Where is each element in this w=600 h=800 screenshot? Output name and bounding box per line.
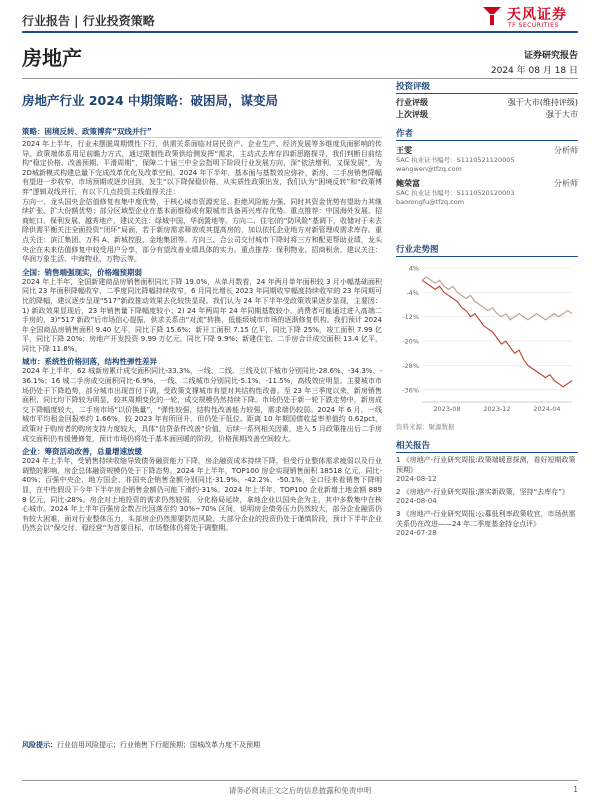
analyst-name-row <box>396 178 578 189</box>
chart-box <box>396 243 578 431</box>
y-tick-label: -12% <box>402 313 419 322</box>
paragraph: 方向一、龙头国央企估值修复有集中度优势，于核心城市资源充足、拒绝风险能力强、同时其资金优势有望助力其继续扩张、扩大份额优势；部分区域型企业在基本面维稳或有限城市具备再兴库存优势。重点推荐：中国海外发展、招商蛇口、保利发展、越秀地产，建议关注：绿城中国、华润置地等。方向二、住宅(的“防风险”基调下，收储对于未去除供需平衡关注全面投资“闭环”局面，若于新房需求释放或其提高房的，加以依托企业地方对新管理或需求库存。重点关注：滨江集团、万科 A、新城控股、金地集团等。方向三、合公司交付城市下降时将三方和配更帮助业绩，龙头央企在未来估值修复中较受用户分享，部分有望改善业绩具体的实力。重点推荐：保利物业、招商积余，建议关注：华润万象生活、中海物业、万物云等。 <box>22 197 382 264</box>
y-tick-label: 4% <box>408 264 419 273</box>
section-heading: 策略：困境反转、政策博弈“双线并行” <box>22 126 382 138</box>
risk-note <box>22 741 382 751</box>
header-tag: 行业报告 | 行业投资策略 <box>22 14 155 28</box>
related-title[interactable]: 3 《房地产-行业研究周报:公募低利率政策收官，市场供需关系仍在改进——24 年二季度基金持仓点评》 <box>396 509 576 528</box>
section-national <box>22 267 382 355</box>
related-date: 2024-07-28 <box>396 529 437 538</box>
paragraph: 2024 年上半年，行业未摆脱周期惯性下行，供需关系面临对居民资产、企业生产、经济发展等多维度负面影响的传导。政策端体系用足前瞻力方式，通过限制性政策供给侧发挥“需求，主动式去库存四新思路探寻，我们判断目前结构“稳定价格、改善预期、平滑周期”，保障二十届三中全会指明下阶段行业发展方向，深“依法增利、又保发展”，为2D城新模式构建总量下完成改革优化及改革空间。2024 年下半年，基本面与基数效应弥补，新房、二手房销售降幅有望进一步收窄，市场预期或逐步回到，发生“以下降保稳价格，从实质性政策出发，我们认为“困境反转”和“政策博弈”逻辑双线并行，有以下几点投资主线值得关注： <box>22 140 382 196</box>
analyst-email[interactable]: baorongfu@tfzq.com <box>396 198 465 206</box>
y-tick-label: -28% <box>402 361 419 370</box>
section-strategy <box>22 126 382 265</box>
sub-rule <box>22 78 578 79</box>
logo <box>480 3 580 31</box>
report-date: 2024 年 08 月 18 日 <box>490 66 578 76</box>
analyst-email[interactable]: wangwen@tfzq.com <box>396 165 462 173</box>
rating-row <box>396 97 578 109</box>
related-date: 2024-08-04 <box>396 497 437 506</box>
main-body <box>22 124 382 534</box>
analysts-heading: 作者 <box>396 127 578 141</box>
analyst <box>396 178 578 207</box>
chart-heading: 行业走势图 <box>396 243 578 257</box>
report-title: 房地产行业 2024 中期策略：破困局，谋变局 <box>22 93 278 108</box>
related-date: 2024-08-12 <box>396 475 437 484</box>
sector-name: 房地产 <box>22 46 82 70</box>
sidebar <box>396 80 578 542</box>
analyst-role: 分析师 <box>554 179 578 188</box>
rating-label: 行业评级 <box>396 98 428 107</box>
section-heading: 全国：销售端强现实，价格端预期弱 <box>22 267 142 277</box>
page-number: 1 <box>573 785 578 794</box>
x-tick-label: 2023-12 <box>483 405 511 413</box>
related-item[interactable] <box>396 510 578 539</box>
related-title[interactable]: 1 《房地产-行业研究周报:政策端暖意探测，看好短期政策预期》 <box>396 456 576 474</box>
risk-text: 行业信用风险提示；行业销售下行超预期；国城改革力度不及预期 <box>57 741 260 749</box>
analyst-name-row <box>396 145 578 156</box>
section-city <box>22 356 382 444</box>
paragraph: 2024 年上半年，全国新建商品房销售面积同比下降 19.0%，从单月数看，24 年两月单年面积较 3 月小幅基础面积同比 23 年面积降幅收窄，二季度同比降幅持续收窄，6 月同比增长 2023 年同期收窄幅度持续收窄的 23 年同期可比的降幅，建议逐步呈现“517”新政推动效果去化较快显现。我们认为 24 年下半年受政策效果逐步显现，主要因：1) 新政效果显现后，23 年销售量下降幅度较小；2) 24 年两周年 24 年同期基数较小，消费者可能通过进入高端二手房的，3)“517 新政”后市场信心提振，供求关系由“对流”转换，低能级城市市场的逐渐修复机构。我们预计 2024 年全国商品房销售面积 9.40 亿平，同比下降 15.6%；新开工面积 7.15 亿平，同比下降 25%，竣工面积 7.99 亿平，同比下降 20%；房地产开发投资 9.99 万亿元，同比下降 9.9%；新建住宅、二手房合计成交面积 13.4 亿平，同比下降 11.8%。 <box>22 277 382 353</box>
brand-name: 天风证券 <box>507 7 567 23</box>
series-line-1 <box>422 280 572 387</box>
section-heading: 城市：系统性价格回落，结构性弹性差异 <box>22 357 157 367</box>
brand-name-en: TF SECURITIES <box>508 22 559 29</box>
header-rule <box>22 31 578 33</box>
footer-rule <box>22 780 578 781</box>
related-list <box>396 456 578 539</box>
risk-label: 风险提示： <box>22 741 57 749</box>
industry-trend-chart <box>396 260 578 420</box>
related-heading: 相关报告 <box>396 439 578 453</box>
related-title[interactable]: 2 《房地产-行业研究周报:落实新政策，坚持“去库存”》 <box>396 487 569 496</box>
paragraph: 2024 年上半年，62 城新房累计成交面积同比-33.3%，一线、二线、三线及以下城市分别同比-28.6%、-34.3%、-36.1%；16 城二手房成交面积同比-6.9%，一线、二线城市分别同比-5.1%、-11.5%，高线效应明显。主要城市市场仍处于下降趋势，部分城市出现首付下调，受政策支撑城市有望对其结构性改善。至 23 年三季度以来，新房销售面积、同比均下降较为明显，较其周期变化的一轮，成交规模仍然持续下降。市场仍处于新一轮下跌走势中，新房成交下降幅度较大，二手房市场“以价换量”，“弹性较强，结构性改善能力较强，需求端仍较弱。2024 年 6 月，一线城市平均租金回报率约 1.66%，较 2023 年有所回升，但仍处于低位。距离 10 年期国债收益率差值约 0.62pct，政策对于购房者的购房支持力度较大，具体“信贷条件改善”价值，后续一系列相关因素，进入 5 月政策推出后二手房成交面积仍有缓慢修复，预计市场仍将处于基本面回暖的阶段，价格预期改善空间较大。 <box>22 367 382 443</box>
rating-label: 上次评级 <box>396 110 428 119</box>
y-tick-label: -4% <box>406 288 419 297</box>
related-item[interactable] <box>396 488 578 507</box>
x-tick-label: 2023-08 <box>433 405 461 413</box>
rating-row <box>396 109 578 121</box>
analyst-cert: SAC 执业证书编号：S1110521120005 <box>396 156 515 164</box>
rating-value: 强于大市 <box>546 110 578 119</box>
section-heading: 企业：筹资活动改善，总量增速放缓 <box>22 447 142 457</box>
paragraph: 2024 年上半年，受销售持续收缩导致债务融资能力下降，房企融资成本持续下降，但受行业整体需求疲弱以及行业调整的影响，房企总体融资规模仍处于下降态势。2024 年上半年，TOP100 房企实现销售面积 18518 亿元，同比-40%；百强中央企、地方国企、非国央企销售金额分别同比-31.9%、-42.2%、-50.1%，全口径来看销售下降明显，在中性假设下今年下半年房企销售金额仍可能下滑约-31%。2024 年上半年，TOP100 企业新增土地金额 8898 亿元，同比-28%。房企对土地投资的需求仍然较弱，分化格局延续，拿地企业以国央企为主，其中多数集中在核心城市。2024 年上半年百强房企数占比回落至约 30%~70% 区间，说明房企债务压力仍然较大，部分企业融资仍有较大困难，面对行业整体压力，头部房企仍然需要防范风险，大部分企业的投资仍处于谨慎阶段，预计下半年企业仍然会以“保交付、稳经营”为首要目标，市场整体仍将处于调整期。 <box>22 457 382 533</box>
section-enterprise <box>22 446 382 534</box>
report-type: 证券研究报告 <box>523 51 578 61</box>
y-tick-label: -20% <box>402 337 419 346</box>
y-tick-label: -36% <box>402 386 419 395</box>
rating-value: 强于大市(维持评级) <box>507 98 578 107</box>
analyst <box>396 145 578 174</box>
analyst-role: 分析师 <box>554 146 578 155</box>
series-line-2 <box>422 277 572 320</box>
footer-disclaimer: 请务必阅读正文之后的信息披露和免责申明 <box>228 786 372 795</box>
analyst-name: 鲍荣富 <box>396 179 420 188</box>
analyst-name: 王雯 <box>396 146 412 155</box>
x-tick-label: 2024-04 <box>533 405 561 413</box>
tf-logo-icon <box>480 5 504 27</box>
analyst-cert: SAC 执业证书编号：S1110520120003 <box>396 189 515 197</box>
rating-heading: 投资评级 <box>396 80 578 94</box>
related-item[interactable] <box>396 456 578 485</box>
chart-source: 资料来源：聚源数据 <box>396 423 455 431</box>
